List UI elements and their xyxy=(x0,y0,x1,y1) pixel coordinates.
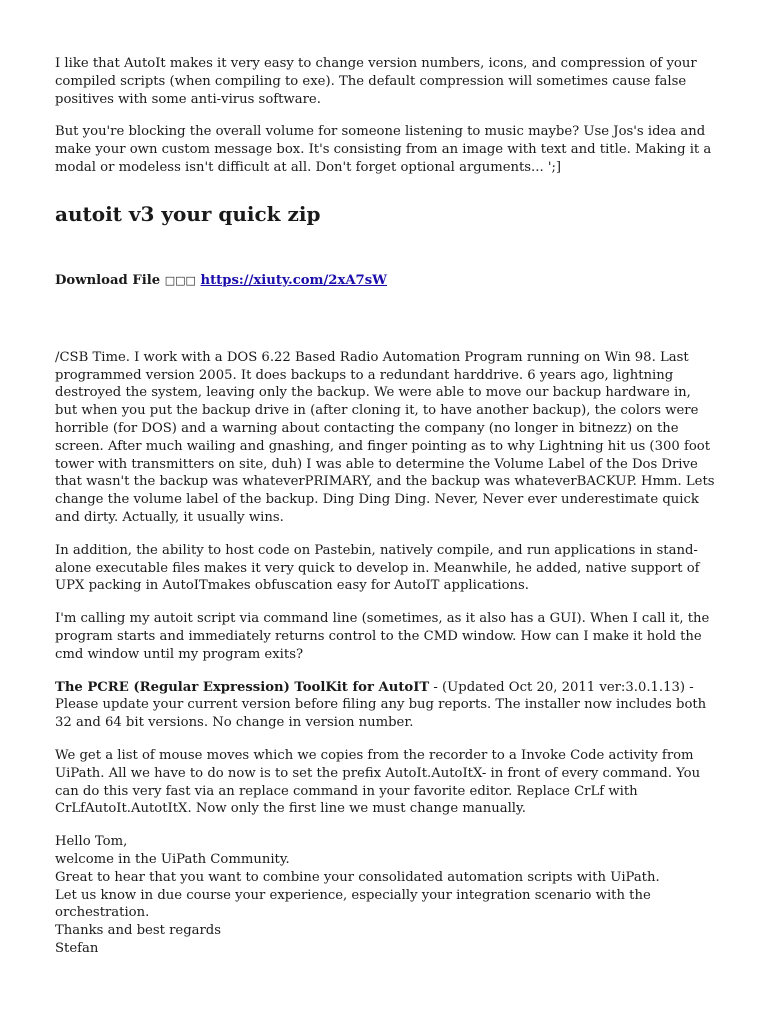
letter-line: Great to hear that you want to combine your consolidated automation scripts with UiPath. xyxy=(55,869,660,885)
download-link[interactable]: https://xiuty.com/2xA7sW xyxy=(200,272,387,288)
letter-signature: Stefan xyxy=(55,940,99,956)
page-title: autoit v3 your quick zip xyxy=(55,201,321,226)
download-line xyxy=(55,272,715,290)
missing-glyphs: □□□ xyxy=(164,273,196,287)
pcre-paragraph xyxy=(55,679,717,732)
pastebin-paragraph: In addition, the ability to host code on Pastebin, natively compile, and run applications in stand-alone executable files makes it very quick to develop in. Meanwhile, he added, native support of UPX packing in AutoITmakes obfuscation easy for AutoIT applications. xyxy=(55,542,700,594)
letter-line: Hello Tom, xyxy=(55,834,128,850)
intro-paragraph-1: I like that AutoIt makes it very easy to change version numbers, icons, and compression of your compiled scripts (when compiling to exe). The default compression will sometimes cause false positives with some anti-virus software. xyxy=(55,56,697,107)
csb-paragraph: /CSB Time. I work with a DOS 6.22 Based Radio Automation Program running on Win 98. Last programmed version 2005. It does backups to a redundant harddrive. 6 years ago, lightning destroyed the system, leaving only the backup. We were able to move our backup hardware in, but when you put the backup drive in (after cloning it, to have another backup), the colors were horrible (for DOS) and a warning about contacting the company (no longer in bitnezz) on the screen. After much wailing and gnashing, and finger pointing as to why Lightning hit us (300 foot tower with transmitters on site, duh) I was able to determine the Volume Label of the Dos Drive that wasn't the backup was whateverPRIMARY, and the backup was whateverBACKUP. Hmm. Lets change the volume label of the backup. Ding Ding Ding. Never, Never ever underestimate quick and dirty. Actually, it usually wins. xyxy=(55,349,715,525)
cmdline-paragraph: I'm calling my autoit script via command line (sometimes, as it also has a GUI). When I call it, the program starts and immediately returns control to the CMD window. How can I make it hold the cmd window until my program exits? xyxy=(55,611,710,662)
pcre-details: - (Updated Oct 20, 2011 ver:3.0.1.13) - Please update your current version before filing any bug reports. The installer now includes both 32 and 64 bit versions. No change in version number. xyxy=(55,679,707,731)
download-label: Download File xyxy=(55,272,161,288)
letter-block xyxy=(55,833,717,958)
letter-line: welcome in the UiPath Community. xyxy=(55,851,290,867)
uipath-paragraph: We get a list of mouse moves which we copies from the recorder to a Invoke Code activity from UiPath. All we have to do now is to set the prefix AutoIt.AutoItX- in front of every command. You can do this very fast via an replace command in your favorite editor. Replace CrLf with CrLfAutoIt.AutotItX. Now only the first line we must change manually. xyxy=(55,747,701,817)
pcre-title: The PCRE (Regular Expression) ToolKit for AutoIT xyxy=(55,679,430,695)
intro-paragraph-2: But you're blocking the overall volume for someone listening to music maybe? Use Jos's idea and make your own custom message box. It's consisting from an image with text and title. Making it a modal or modeless isn't difficult at all. Don't forget optional arguments... ';] xyxy=(55,124,712,175)
letter-line: Let us know in due course your experience, especially your integration scenario with the orchestration. xyxy=(55,887,651,921)
letter-line: Thanks and best regards xyxy=(55,923,222,939)
